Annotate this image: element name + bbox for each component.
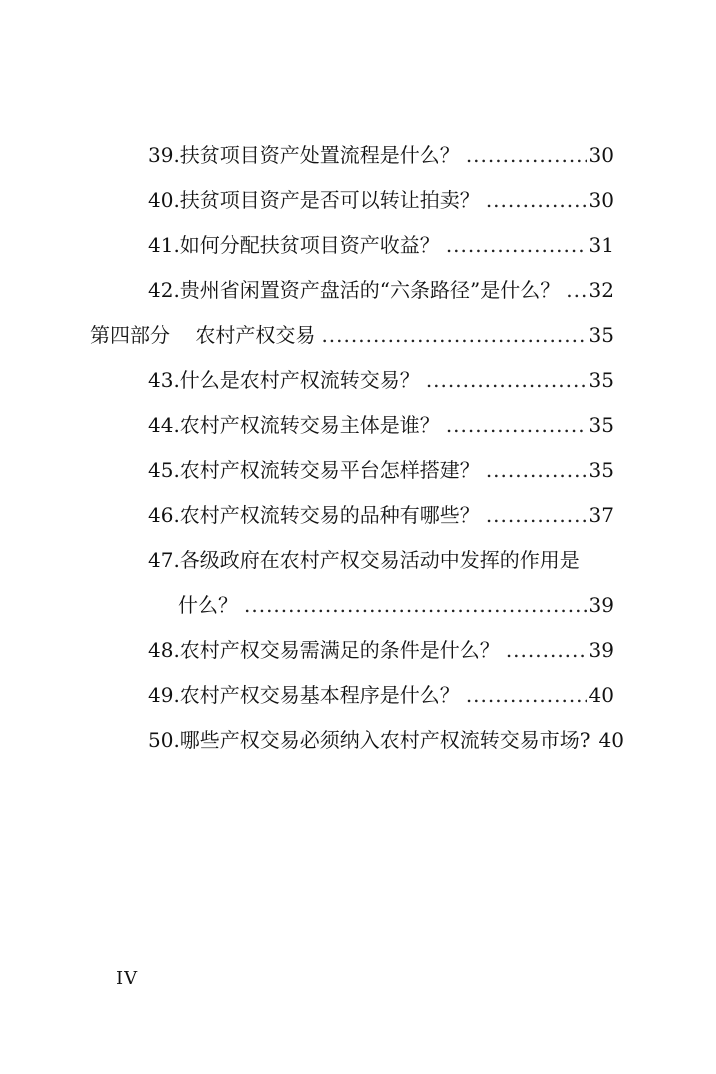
toc-leader-dots <box>566 276 586 304</box>
toc-entry-39[interactable] <box>148 141 614 169</box>
toc-leader-dots <box>466 681 587 709</box>
toc-entry-48[interactable] <box>148 636 614 664</box>
toc-entry-title: 49.农村产权交易基本程序是什么？ <box>148 683 460 707</box>
toc-leader-dots <box>446 231 587 259</box>
toc-entry-45[interactable] <box>148 456 614 484</box>
toc-leader-dots <box>506 636 587 664</box>
toc-leader-dots <box>486 501 587 529</box>
toc-entry-47-continued[interactable] <box>178 591 614 619</box>
toc-entry-50[interactable] <box>148 726 624 754</box>
toc-entry-title: 45.农村产权流转交易平台怎样搭建？ <box>148 458 480 482</box>
toc-entry-page: 32 <box>588 278 614 302</box>
toc-entry-title: 43.什么是农村产权流转交易？ <box>148 368 420 392</box>
toc-entry-title: 50.哪些产权交易必须纳入农村产权流转交易市场? <box>148 728 591 752</box>
toc-entry-page: 35 <box>588 323 614 347</box>
toc-entry-43[interactable] <box>148 366 614 394</box>
toc-entry-title: 46.农村产权流转交易的品种有哪些？ <box>148 503 480 527</box>
toc-entry-page: 30 <box>588 188 614 212</box>
toc-entry-47[interactable] <box>148 546 614 574</box>
toc-entry-42[interactable] <box>148 276 614 304</box>
toc-entry-title: 44.农村产权流转交易主体是谁？ <box>148 413 440 437</box>
toc-entry-title: 41.如何分配扶贫项目资产收益？ <box>148 233 440 257</box>
toc-entry-title: 42.贵州省闲置资产盘活的“六条路径”是什么？ <box>148 278 561 302</box>
toc-leader-dots <box>486 186 587 214</box>
toc-entry-title: 48.农村产权交易需满足的条件是什么？ <box>148 638 500 662</box>
toc-entry-title: 什么？ <box>178 593 238 617</box>
toc-section-part-four[interactable] <box>90 321 614 349</box>
toc-entry-page: 30 <box>588 143 614 167</box>
toc-leader-dots <box>486 456 587 484</box>
toc-entry-page: 35 <box>588 458 614 482</box>
toc-entry-41[interactable] <box>148 231 614 259</box>
toc-entry-title: 40.扶贫项目资产是否可以转让拍卖？ <box>148 188 480 212</box>
toc-entry-page: 39 <box>588 638 614 662</box>
toc-entry-44[interactable] <box>148 411 614 439</box>
toc-entry-title: 47.各级政府在农村产权交易活动中发挥的作用是 <box>148 548 580 572</box>
toc-leader-dots <box>321 321 586 349</box>
toc-entry-46[interactable] <box>148 501 614 529</box>
toc-entry-page: 40 <box>598 728 624 752</box>
toc-entry-title: 39.扶贫项目资产处置流程是什么？ <box>148 143 460 167</box>
toc-section-title: 第四部分 农村产权交易 <box>90 323 316 347</box>
toc-entry-49[interactable] <box>148 681 614 709</box>
toc-leader-dots <box>446 411 587 439</box>
toc-entry-page: 35 <box>588 368 614 392</box>
toc-entry-40[interactable] <box>148 186 614 214</box>
toc-leader-dots <box>244 591 587 619</box>
toc-entry-page: 35 <box>588 413 614 437</box>
page-number: IV <box>116 968 139 989</box>
toc-entry-page: 40 <box>588 683 614 707</box>
toc-leader-dots <box>426 366 587 394</box>
toc-leader-dots <box>466 141 587 169</box>
toc-entry-page: 39 <box>588 593 614 617</box>
toc-entry-page: 37 <box>588 503 614 527</box>
toc-entry-page: 31 <box>588 233 614 257</box>
